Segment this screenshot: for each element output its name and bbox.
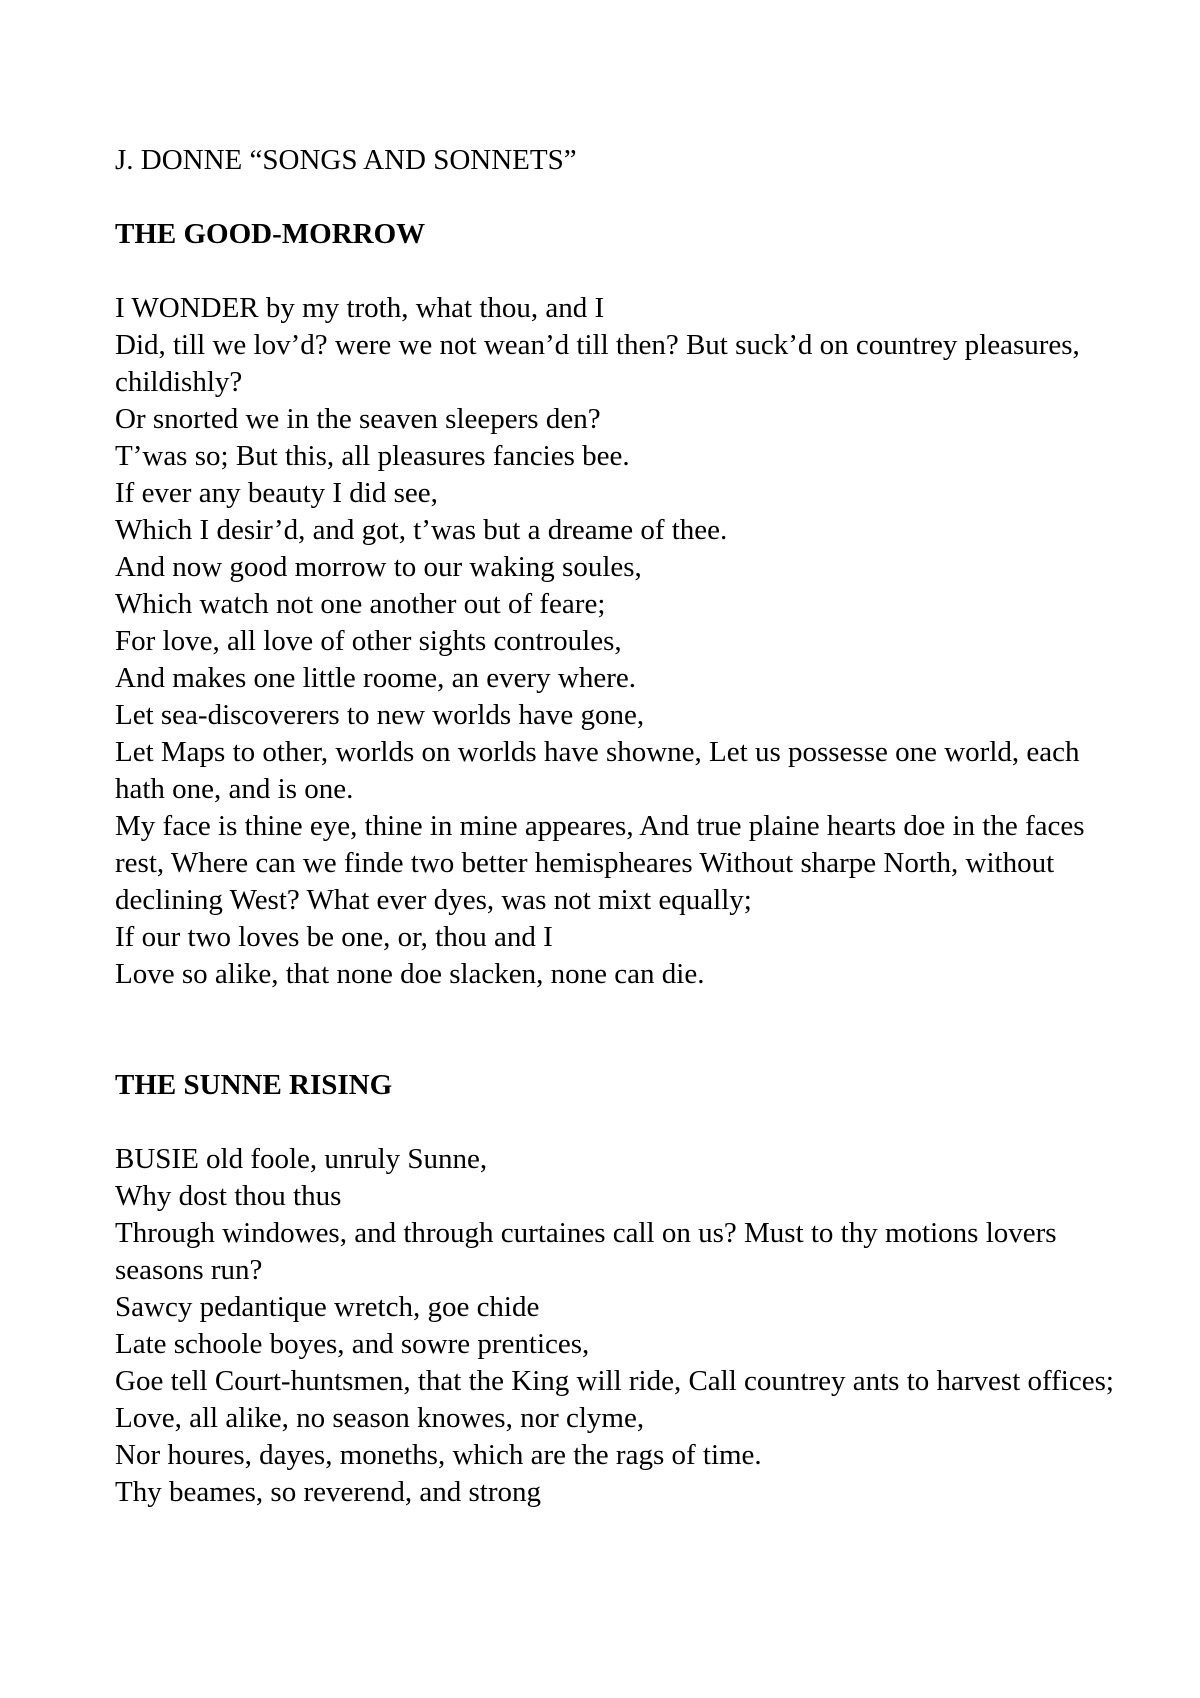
poem-title-sunne-rising: THE SUNNE RISING — [115, 1069, 393, 1101]
poem-good-morrow — [115, 290, 1115, 993]
poem-line: Love, all alike, no season knowes, nor clyme, — [115, 1402, 645, 1434]
poem-line: For love, all love of other sights controules, — [115, 625, 622, 657]
poem-line: Why dost thou thus — [115, 1180, 342, 1212]
poem-line: Late schoole boyes, and sowre prentices, — [115, 1328, 590, 1360]
poem-line: Love so alike, that none doe slacken, none can die. — [115, 958, 705, 990]
poem-line: Let Maps to other, worlds on worlds have showne, Let us possesse one world, each hath one, and is one. — [115, 736, 1080, 805]
poem-line: T’was so; But this, all pleasures fancies bee. — [115, 440, 630, 472]
poem-line: Which watch not one another out of feare; — [115, 588, 606, 620]
document-content — [115, 142, 1115, 1511]
poem-line: And makes one little roome, an every where. — [115, 662, 637, 694]
poem-line: If our two loves be one, or, thou and I — [115, 921, 553, 953]
poem-line: BUSIE old foole, unruly Sunne, — [115, 1143, 488, 1175]
poem-line: Did, till we lov’d? were we not wean’d till then? But suck’d on countrey pleasures, childishly? — [115, 329, 1080, 398]
poem-title-good-morrow: THE GOOD-MORROW — [115, 218, 426, 250]
poem-line: Goe tell Court-huntsmen, that the King will ride, Call countrey ants to harvest offices; — [115, 1365, 1114, 1397]
spacer — [115, 179, 1115, 216]
poem-line: Let sea-discoverers to new worlds have gone, — [115, 699, 645, 731]
spacer — [115, 1104, 1115, 1141]
poem-line: Which I desir’d, and got, t’was but a dreame of thee. — [115, 514, 728, 546]
spacer — [115, 253, 1115, 290]
document-title: J. DONNE “SONGS AND SONNETS” — [115, 144, 577, 176]
poem-line: Sawcy pedantique wretch, goe chide — [115, 1291, 540, 1323]
poem-line: Or snorted we in the seaven sleepers den? — [115, 403, 601, 435]
poem-line: If ever any beauty I did see, — [115, 477, 438, 509]
poem-line: I WONDER by my troth, what thou, and I — [115, 292, 605, 324]
poem-line: And now good morrow to our waking soules, — [115, 551, 642, 583]
poem-line: Thy beames, so reverend, and strong — [115, 1476, 542, 1508]
poem-line: Nor houres, dayes, moneths, which are the rags of time. — [115, 1439, 762, 1471]
poem-line: Through windowes, and through curtaines call on us? Must to thy motions lovers seasons run? — [115, 1217, 1057, 1286]
spacer — [115, 993, 1115, 1067]
poem-sunne-rising — [115, 1141, 1115, 1511]
poem-line: My face is thine eye, thine in mine appeares, And true plaine hearts doe in the faces rest, Where can we finde two better hemispheares Without sharpe North, without declining West? What ever dyes, was not mixt equally; — [115, 810, 1085, 916]
